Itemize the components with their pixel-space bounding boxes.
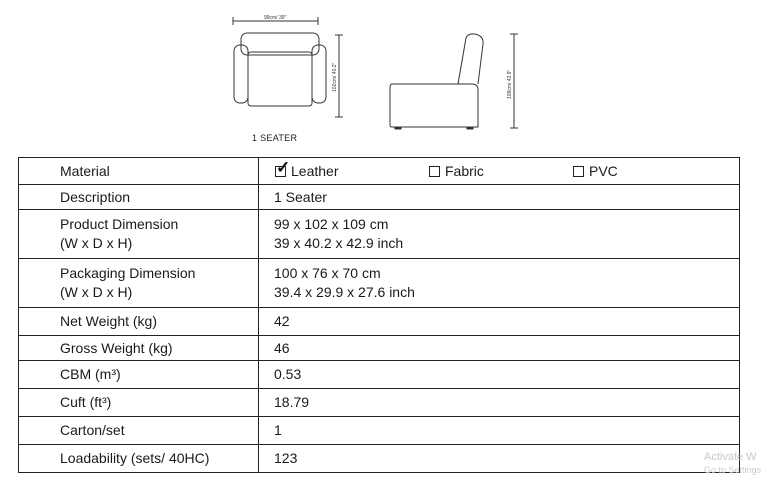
seater-caption: 1 SEATER bbox=[252, 133, 298, 143]
table-row-carton bbox=[19, 417, 740, 445]
material-label: Material bbox=[19, 158, 259, 185]
carton-label: Carton/set bbox=[19, 417, 259, 445]
table-row-gross-weight bbox=[19, 336, 740, 361]
watermark-line2: Go to Settings bbox=[704, 465, 762, 475]
description-value: 1 Seater bbox=[259, 185, 740, 210]
packaging-dimension-label-line2: (W x D x H) bbox=[60, 284, 133, 300]
loadability-label: Loadability (sets/ 40HC) bbox=[19, 445, 259, 473]
sofa-top-view bbox=[234, 33, 326, 106]
material-options bbox=[259, 158, 740, 185]
gross-weight-label: Gross Weight (kg) bbox=[19, 336, 259, 361]
cbm-value: 0.53 bbox=[259, 361, 740, 389]
height-dimension-label: 109cm/ 42.9" bbox=[507, 69, 513, 99]
table-row-description bbox=[19, 185, 740, 210]
description-label: Description bbox=[19, 185, 259, 210]
table-row-cuft bbox=[19, 389, 740, 417]
product-dimension-label-line1: Product Dimension bbox=[60, 216, 179, 232]
sofa-side-view bbox=[390, 34, 483, 129]
leather-checkbox[interactable] bbox=[275, 158, 291, 177]
depth-dimension-label: 102cm/ 40.2" bbox=[332, 62, 338, 92]
pvc-label: PVC bbox=[589, 163, 618, 179]
packaging-dimension-label bbox=[19, 259, 259, 308]
product-dimension-inch: 39 x 40.2 x 42.9 inch bbox=[274, 235, 404, 251]
fabric-label: Fabric bbox=[445, 163, 484, 179]
loadability-value: 123 bbox=[259, 445, 740, 473]
table-row-loadability bbox=[19, 445, 740, 473]
cuft-label: Cuft (ft³) bbox=[19, 389, 259, 417]
watermark-line1: Activate W bbox=[704, 451, 757, 463]
product-dimension-label bbox=[19, 210, 259, 259]
product-dimension-value bbox=[259, 210, 740, 259]
packaging-dimension-value bbox=[259, 259, 740, 308]
product-dimension-label-line2: (W x D x H) bbox=[60, 235, 133, 251]
pvc-checkbox[interactable] bbox=[573, 166, 584, 177]
specification-table bbox=[18, 157, 740, 473]
carton-value: 1 bbox=[259, 417, 740, 445]
cbm-label: CBM (m³) bbox=[19, 361, 259, 389]
option-leather[interactable] bbox=[275, 158, 339, 181]
packaging-dimension-label-line1: Packaging Dimension bbox=[60, 265, 196, 281]
sofa-drawings bbox=[0, 0, 768, 155]
table-row-packaging-dimension bbox=[19, 259, 740, 308]
option-pvc[interactable] bbox=[573, 162, 618, 181]
leather-label: Leather bbox=[291, 163, 339, 179]
check-mark-icon: ✓ bbox=[276, 158, 291, 177]
table-row-net-weight bbox=[19, 308, 740, 336]
fabric-checkbox[interactable] bbox=[429, 166, 440, 177]
product-dimension-cm: 99 x 102 x 109 cm bbox=[274, 216, 389, 232]
cuft-value: 18.79 bbox=[259, 389, 740, 417]
table-row-product-dimension bbox=[19, 210, 740, 259]
table-row-cbm bbox=[19, 361, 740, 389]
table-row-material bbox=[19, 158, 740, 185]
gross-weight-value: 46 bbox=[259, 336, 740, 361]
net-weight-value: 42 bbox=[259, 308, 740, 336]
packaging-dimension-cm: 100 x 76 x 70 cm bbox=[274, 265, 381, 281]
packaging-dimension-inch: 39.4 x 29.9 x 27.6 inch bbox=[274, 284, 415, 300]
width-dimension-label: 99cm/ 39" bbox=[264, 15, 287, 21]
windows-activation-watermark bbox=[704, 451, 761, 477]
net-weight-label: Net Weight (kg) bbox=[19, 308, 259, 336]
option-fabric[interactable] bbox=[429, 162, 484, 181]
